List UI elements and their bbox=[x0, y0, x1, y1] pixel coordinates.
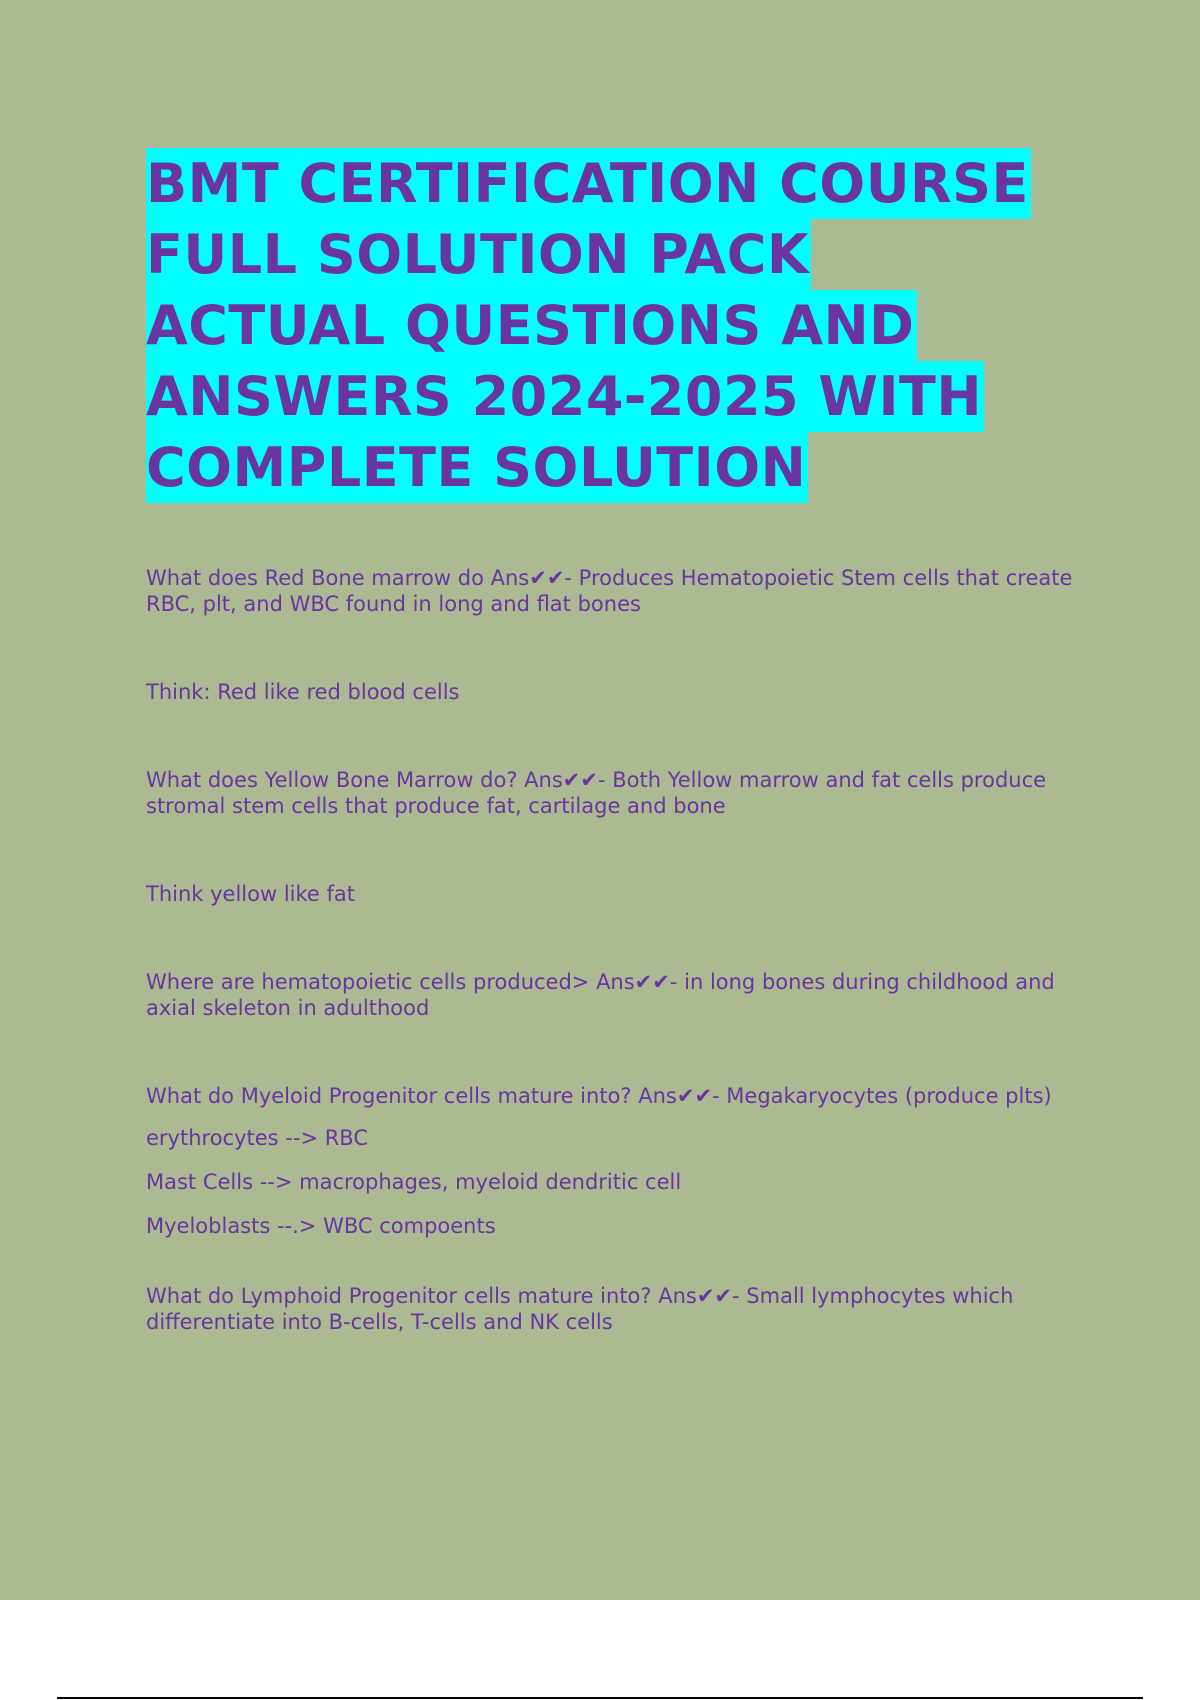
qa-sub-line: erythrocytes --> RBC bbox=[146, 1126, 369, 1150]
qa-text: What do Myeloid Progenitor cells mature into? Ans✔✔- Megakaryocytes (produce plts) bbox=[146, 1084, 1052, 1108]
qa-sub-line: Myeloblasts --.> WBC compoents bbox=[146, 1214, 496, 1238]
note-text: Think yellow like fat bbox=[146, 882, 356, 906]
qa-sub-line: Mast Cells --> macrophages, myeloid dendritic cell bbox=[146, 1170, 682, 1194]
qa-item bbox=[146, 565, 1086, 617]
qa-text: What do Lymphoid Progenitor cells mature into? Ans✔✔- Small lymphocytes which differentiate into B-cells, T-cells and NK cells bbox=[146, 1284, 1014, 1334]
title-line: ANSWERS 2024-2025 WITH bbox=[146, 361, 984, 432]
qa-item bbox=[146, 1083, 1086, 1239]
document-title bbox=[146, 148, 1086, 503]
document-content bbox=[146, 148, 1086, 1397]
title-line: BMT CERTIFICATION COURSE bbox=[146, 148, 1031, 219]
title-line: COMPLETE SOLUTION bbox=[146, 432, 808, 503]
qa-item bbox=[146, 969, 1086, 1021]
qa-list bbox=[146, 565, 1086, 1335]
qa-text: What does Yellow Bone Marrow do? Ans✔✔- Both Yellow marrow and fat cells produce stromal stem cells that produce fat, cartilage and bone bbox=[146, 768, 1047, 818]
title-line: ACTUAL QUESTIONS AND bbox=[146, 290, 917, 361]
study-note bbox=[146, 881, 1086, 907]
qa-text: Where are hematopoietic cells produced> Ans✔✔- in long bones during childhood and axial skeleton in adulthood bbox=[146, 970, 1055, 1020]
title-line: FULL SOLUTION PACK bbox=[146, 219, 811, 290]
footer-divider bbox=[57, 1697, 1143, 1699]
note-text: Think: Red like red blood cells bbox=[146, 680, 460, 704]
qa-item bbox=[146, 1283, 1086, 1335]
qa-item bbox=[146, 767, 1086, 819]
study-note bbox=[146, 679, 1086, 705]
qa-text: What does Red Bone marrow do Ans✔✔- Produces Hematopoietic Stem cells that create RBC, plt, and WBC found in long and flat bones bbox=[146, 566, 1073, 616]
